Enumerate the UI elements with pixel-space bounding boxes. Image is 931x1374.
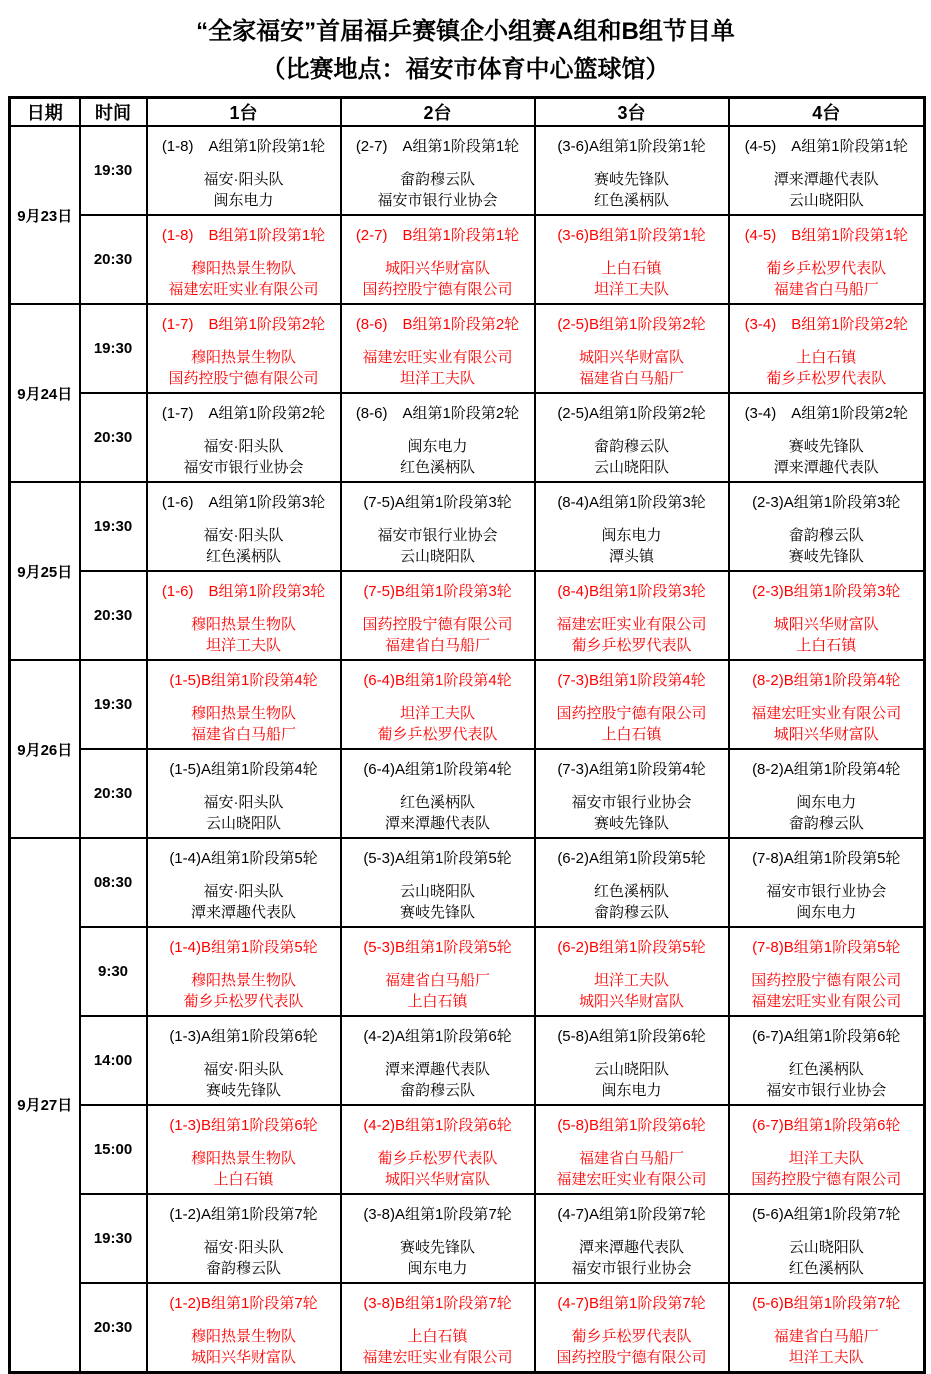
- team-name: 云山晓阳队: [788, 192, 864, 209]
- team-name: 城阳兴华财富队: [773, 616, 879, 633]
- team-name: 潭来潭趣代表队: [384, 815, 490, 832]
- time-cell: 20:30: [80, 1283, 147, 1372]
- team-name: 国药控股宁德有限公司: [556, 1349, 707, 1366]
- match-round-label: (1-3)B组第1阶段第6轮: [169, 1117, 318, 1134]
- team-name: 畲韵穆云队: [399, 1082, 475, 1099]
- match-round-label: (1-8) B组第1阶段第1轮: [161, 227, 326, 244]
- team-name: 云山晓阳队: [788, 1239, 864, 1256]
- schedule-row: [10, 393, 925, 482]
- time-cell: 20:30: [80, 215, 147, 304]
- match-cell: [535, 660, 729, 749]
- match-round-label: (7-5)B组第1阶段第3轮: [363, 583, 512, 600]
- match-round-label: (2-7) B组第1阶段第1轮: [355, 227, 520, 244]
- match-cell: [147, 749, 341, 838]
- team-name: 上白石镇: [213, 1171, 274, 1188]
- match-cell: [341, 1016, 535, 1105]
- match-cell: [147, 126, 341, 215]
- match-round-label: (7-3)B组第1阶段第4轮: [557, 672, 706, 689]
- match-round-label: (5-6)B组第1阶段第7轮: [752, 1295, 901, 1312]
- match-round-label: (7-3)A组第1阶段第4轮: [557, 761, 706, 778]
- match-round-label: (3-8)B组第1阶段第7轮: [363, 1295, 512, 1312]
- page-subtitle: （比赛地点：福安市体育中心篮球馆）: [261, 56, 670, 83]
- match-round-label: (5-8)B组第1阶段第6轮: [557, 1117, 706, 1134]
- match-cell: [147, 393, 341, 482]
- match-round-label: (6-7)B组第1阶段第6轮: [752, 1117, 901, 1134]
- schedule-row: [10, 1283, 925, 1372]
- team-name: 穆阳热景生物队: [190, 972, 296, 989]
- team-name: 穆阳热景生物队: [190, 349, 296, 366]
- match-cell: [729, 1283, 925, 1372]
- match-cell: [535, 1283, 729, 1372]
- team-name: 赛岐先锋队: [593, 815, 669, 832]
- team-name: 潭头镇: [608, 548, 654, 565]
- match-round-label: (4-2)B组第1阶段第6轮: [363, 1117, 512, 1134]
- match-cell: [341, 304, 535, 393]
- team-name: 葡乡乒松罗代表队: [183, 993, 304, 1010]
- match-cell: [147, 571, 341, 660]
- team-name: 畲韵穆云队: [593, 438, 669, 455]
- team-name: 葡乡乒松罗代表队: [766, 370, 887, 387]
- match-round-label: (7-5)A组第1阶段第3轮: [363, 494, 512, 511]
- date-cell: 9月27日: [10, 838, 80, 1372]
- date-cell: 9月23日: [10, 126, 80, 304]
- col-header-table-3: 3台: [535, 98, 729, 127]
- team-name: 福建省白马船厂: [190, 726, 296, 743]
- match-round-label: (2-3)A组第1阶段第3轮: [752, 494, 901, 511]
- team-name: 国药控股宁德有限公司: [751, 1171, 902, 1188]
- match-cell: [341, 571, 535, 660]
- team-name: 潭来潭趣代表队: [578, 1239, 684, 1256]
- match-round-label: (1-4)B组第1阶段第5轮: [169, 939, 318, 956]
- team-name: 红色溪柄队: [788, 1260, 864, 1277]
- team-name: 国药控股宁德有限公司: [362, 616, 513, 633]
- team-name: 闽东电力: [407, 438, 468, 455]
- match-round-label: (1-8) A组第1阶段第1轮: [161, 138, 326, 155]
- team-name: 红色溪柄队: [593, 192, 669, 209]
- team-name: 城阳兴华财富队: [773, 726, 879, 743]
- match-cell: [341, 660, 535, 749]
- date-cell: 9月26日: [10, 660, 80, 838]
- team-name: 上白石镇: [796, 637, 857, 654]
- match-cell: [147, 1105, 341, 1194]
- team-name: 赛岐先锋队: [788, 438, 864, 455]
- team-name: 赛岐先锋队: [788, 548, 864, 565]
- team-name: 上白石镇: [407, 1328, 468, 1345]
- match-cell: [341, 215, 535, 304]
- match-cell: [341, 927, 535, 1016]
- time-cell: 19:30: [80, 660, 147, 749]
- team-name: 畲韵穆云队: [788, 815, 864, 832]
- team-name: 福建宏旺实业有限公司: [168, 281, 319, 298]
- match-round-label: (6-2)A组第1阶段第5轮: [557, 850, 706, 867]
- match-cell: [341, 838, 535, 927]
- schedule-row: [10, 660, 925, 749]
- team-name: 穆阳热景生物队: [190, 705, 296, 722]
- team-name: 福建省白马船厂: [384, 972, 490, 989]
- match-round-label: (8-6) B组第1阶段第2轮: [355, 316, 520, 333]
- team-name: 福安·阳头队: [203, 527, 284, 544]
- time-cell: 14:00: [80, 1016, 147, 1105]
- team-name: 福安市银行业协会: [766, 883, 887, 900]
- team-name: 赛岐先锋队: [593, 171, 669, 188]
- match-cell: [341, 126, 535, 215]
- match-round-label: (1-4)A组第1阶段第5轮: [169, 850, 318, 867]
- match-cell: [535, 571, 729, 660]
- team-name: 上白石镇: [407, 993, 468, 1010]
- match-cell: [147, 1016, 341, 1105]
- date-cell: 9月25日: [10, 482, 80, 660]
- team-name: 闽东电力: [796, 904, 857, 921]
- team-name: 福建宏旺实业有限公司: [556, 1171, 707, 1188]
- team-name: 云山晓阳队: [399, 883, 475, 900]
- team-name: 坦洋工夫队: [399, 370, 475, 387]
- match-round-label: (2-5)B组第1阶段第2轮: [557, 316, 706, 333]
- team-name: 城阳兴华财富队: [384, 260, 490, 277]
- match-round-label: (1-5)B组第1阶段第4轮: [169, 672, 318, 689]
- team-name: 潭来潭趣代表队: [384, 1061, 490, 1078]
- match-cell: [535, 393, 729, 482]
- match-round-label: (8-4)A组第1阶段第3轮: [557, 494, 706, 511]
- team-name: 国药控股宁德有限公司: [168, 370, 319, 387]
- team-name: 赛岐先锋队: [205, 1082, 281, 1099]
- match-cell: [729, 1194, 925, 1283]
- team-name: 福建省白马船厂: [773, 1328, 879, 1345]
- match-round-label: (3-4) A组第1阶段第2轮: [744, 405, 908, 422]
- team-name: 坦洋工夫队: [788, 1150, 864, 1167]
- schedule-row: [10, 1194, 925, 1283]
- team-name: 上白石镇: [796, 349, 857, 366]
- schedule-row: [10, 927, 925, 1016]
- team-name: 上白石镇: [601, 260, 662, 277]
- match-cell: [535, 215, 729, 304]
- team-name: 城阳兴华财富队: [190, 1349, 296, 1366]
- team-name: 畲韵穆云队: [788, 527, 864, 544]
- team-name: 葡乡乒松罗代表队: [377, 726, 498, 743]
- match-round-label: (4-7)A组第1阶段第7轮: [557, 1206, 706, 1223]
- team-name: 坦洋工夫队: [205, 637, 281, 654]
- match-round-label: (1-6) B组第1阶段第3轮: [161, 583, 326, 600]
- match-round-label: (1-2)A组第1阶段第7轮: [169, 1206, 318, 1223]
- team-name: 福安·阳头队: [203, 438, 284, 455]
- match-round-label: (3-6)A组第1阶段第1轮: [557, 138, 706, 155]
- col-header-table-2: 2台: [341, 98, 535, 127]
- match-round-label: (6-7)A组第1阶段第6轮: [752, 1028, 901, 1045]
- team-name: 云山晓阳队: [399, 548, 475, 565]
- match-round-label: (6-4)B组第1阶段第4轮: [363, 672, 512, 689]
- match-cell: [147, 927, 341, 1016]
- team-name: 福建宏旺实业有限公司: [556, 616, 707, 633]
- schedule-row: [10, 571, 925, 660]
- schedule-table: [8, 96, 926, 1374]
- match-round-label: (8-4)B组第1阶段第3轮: [557, 583, 706, 600]
- time-cell: 20:30: [80, 749, 147, 838]
- team-name: 上白石镇: [601, 726, 662, 743]
- match-cell: [729, 126, 925, 215]
- team-name: 福建宏旺实业有限公司: [362, 349, 513, 366]
- match-cell: [535, 1105, 729, 1194]
- team-name: 福安市银行业协会: [571, 794, 692, 811]
- match-cell: [729, 215, 925, 304]
- match-cell: [535, 126, 729, 215]
- team-name: 城阳兴华财富队: [578, 993, 684, 1010]
- match-round-label: (8-2)B组第1阶段第4轮: [752, 672, 901, 689]
- team-name: 福安·阳头队: [203, 1061, 284, 1078]
- team-name: 葡乡乒松罗代表队: [571, 1328, 692, 1345]
- match-round-label: (1-6) A组第1阶段第3轮: [161, 494, 326, 511]
- time-cell: 9:30: [80, 927, 147, 1016]
- match-cell: [729, 304, 925, 393]
- match-round-label: (1-7) B组第1阶段第2轮: [161, 316, 326, 333]
- team-name: 坦洋工夫队: [593, 281, 669, 298]
- team-name: 赛岐先锋队: [399, 904, 475, 921]
- team-name: 潭来潭趣代表队: [773, 171, 879, 188]
- match-cell: [341, 1283, 535, 1372]
- schedule-row: [10, 304, 925, 393]
- team-name: 福安市银行业协会: [183, 459, 304, 476]
- time-cell: 19:30: [80, 126, 147, 215]
- match-round-label: (4-5) A组第1阶段第1轮: [744, 138, 908, 155]
- team-name: 福建宏旺实业有限公司: [362, 1349, 513, 1366]
- match-round-label: (3-6)B组第1阶段第1轮: [557, 227, 706, 244]
- match-cell: [341, 482, 535, 571]
- team-name: 红色溪柄队: [593, 883, 669, 900]
- team-name: 葡乡乒松罗代表队: [377, 1150, 498, 1167]
- time-cell: 20:30: [80, 571, 147, 660]
- match-round-label: (6-2)B组第1阶段第5轮: [557, 939, 706, 956]
- team-name: 福建宏旺实业有限公司: [751, 705, 902, 722]
- team-name: 福建省白马船厂: [384, 637, 490, 654]
- team-name: 国药控股宁德有限公司: [751, 972, 902, 989]
- match-cell: [535, 1016, 729, 1105]
- time-cell: 19:30: [80, 304, 147, 393]
- schedule-row: [10, 215, 925, 304]
- match-cell: [147, 482, 341, 571]
- match-round-label: (2-5)A组第1阶段第2轮: [557, 405, 706, 422]
- schedule-row: [10, 482, 925, 571]
- team-name: 畲韵穆云队: [205, 1260, 281, 1277]
- col-header-table-1: 1台: [147, 98, 341, 127]
- match-round-label: (2-3)B组第1阶段第3轮: [752, 583, 901, 600]
- match-round-label: (5-8)A组第1阶段第6轮: [557, 1028, 706, 1045]
- team-name: 坦洋工夫队: [788, 1349, 864, 1366]
- match-round-label: (4-7)B组第1阶段第7轮: [557, 1295, 706, 1312]
- team-name: 福安·阳头队: [203, 883, 284, 900]
- team-name: 福建省白马船厂: [578, 1150, 684, 1167]
- col-header-table-4: 4台: [729, 98, 925, 127]
- match-cell: [147, 838, 341, 927]
- team-name: 穆阳热景生物队: [190, 616, 296, 633]
- page-title: “全家福安”首届福乒赛镇企小组赛A组和B组节目单: [196, 18, 735, 45]
- match-cell: [147, 215, 341, 304]
- match-round-label: (8-6) A组第1阶段第2轮: [355, 405, 520, 422]
- match-cell: [729, 927, 925, 1016]
- team-name: 云山晓阳队: [593, 1061, 669, 1078]
- team-name: 福安市银行业协会: [571, 1260, 692, 1277]
- team-name: 云山晓阳队: [205, 815, 281, 832]
- team-name: 国药控股宁德有限公司: [556, 705, 707, 722]
- col-header-time: 时间: [80, 98, 147, 127]
- match-round-label: (2-7) A组第1阶段第1轮: [355, 138, 520, 155]
- match-cell: [535, 749, 729, 838]
- team-name: 闽东电力: [601, 527, 662, 544]
- match-cell: [729, 660, 925, 749]
- match-cell: [147, 304, 341, 393]
- match-cell: [729, 838, 925, 927]
- match-cell: [729, 571, 925, 660]
- match-cell: [535, 1194, 729, 1283]
- team-name: 坦洋工夫队: [593, 972, 669, 989]
- team-name: 福安·阳头队: [203, 794, 284, 811]
- team-name: 闽东电力: [601, 1082, 662, 1099]
- match-round-label: (7-8)A组第1阶段第5轮: [752, 850, 901, 867]
- match-round-label: (3-4) B组第1阶段第2轮: [744, 316, 908, 333]
- match-cell: [535, 482, 729, 571]
- match-cell: [147, 1283, 341, 1372]
- match-cell: [729, 749, 925, 838]
- team-name: 穆阳热景生物队: [190, 260, 296, 277]
- time-cell: 08:30: [80, 838, 147, 927]
- team-name: 畲韵穆云队: [399, 171, 475, 188]
- team-name: 红色溪柄队: [399, 459, 475, 476]
- match-round-label: (5-6)A组第1阶段第7轮: [752, 1206, 901, 1223]
- match-round-label: (6-4)A组第1阶段第4轮: [363, 761, 512, 778]
- team-name: 红色溪柄队: [399, 794, 475, 811]
- team-name: 坦洋工夫队: [399, 705, 475, 722]
- match-cell: [535, 838, 729, 927]
- match-round-label: (8-2)A组第1阶段第4轮: [752, 761, 901, 778]
- match-round-label: (3-8)A组第1阶段第7轮: [363, 1206, 512, 1223]
- match-cell: [341, 1194, 535, 1283]
- time-cell: 20:30: [80, 393, 147, 482]
- team-name: 穆阳热景生物队: [190, 1328, 296, 1345]
- team-name: 国药控股宁德有限公司: [362, 281, 513, 298]
- team-name: 云山晓阳队: [593, 459, 669, 476]
- team-name: 福安市银行业协会: [377, 527, 498, 544]
- match-cell: [341, 749, 535, 838]
- team-name: 福建宏旺实业有限公司: [751, 993, 902, 1010]
- team-name: 福建省白马船厂: [773, 281, 879, 298]
- date-cell: 9月24日: [10, 304, 80, 482]
- time-cell: 19:30: [80, 482, 147, 571]
- team-name: 红色溪柄队: [205, 548, 281, 565]
- time-cell: 19:30: [80, 1194, 147, 1283]
- time-cell: 15:00: [80, 1105, 147, 1194]
- team-name: 潭来潭趣代表队: [773, 459, 879, 476]
- match-cell: [729, 482, 925, 571]
- schedule-row: [10, 749, 925, 838]
- team-name: 福安市银行业协会: [766, 1082, 887, 1099]
- team-name: 福建省白马船厂: [578, 370, 684, 387]
- match-cell: [341, 1105, 535, 1194]
- team-name: 红色溪柄队: [788, 1061, 864, 1078]
- match-cell: [535, 304, 729, 393]
- match-round-label: (7-8)B组第1阶段第5轮: [752, 939, 901, 956]
- match-cell: [341, 393, 535, 482]
- team-name: 葡乡乒松罗代表队: [766, 260, 887, 277]
- team-name: 城阳兴华财富队: [578, 349, 684, 366]
- match-cell: [147, 660, 341, 749]
- match-round-label: (1-7) A组第1阶段第2轮: [161, 405, 326, 422]
- column-header-row: [10, 98, 925, 127]
- match-round-label: (1-3)A组第1阶段第6轮: [169, 1028, 318, 1045]
- team-name: 福安·阳头队: [203, 171, 284, 188]
- match-cell: [729, 1105, 925, 1194]
- match-round-label: (4-5) B组第1阶段第1轮: [744, 227, 908, 244]
- team-name: 畲韵穆云队: [593, 904, 669, 921]
- match-round-label: (5-3)A组第1阶段第5轮: [363, 850, 512, 867]
- match-cell: [535, 927, 729, 1016]
- schedule-row: [10, 838, 925, 927]
- team-name: 闽东电力: [407, 1260, 468, 1277]
- match-round-label: (1-2)B组第1阶段第7轮: [169, 1295, 318, 1312]
- match-round-label: (4-2)A组第1阶段第6轮: [363, 1028, 512, 1045]
- schedule-row: [10, 1016, 925, 1105]
- match-cell: [729, 1016, 925, 1105]
- match-cell: [729, 393, 925, 482]
- col-header-date: 日期: [10, 98, 80, 127]
- team-name: 福安·阳头队: [203, 1239, 284, 1256]
- team-name: 潭来潭趣代表队: [190, 904, 296, 921]
- team-name: 闽东电力: [796, 794, 857, 811]
- match-round-label: (5-3)B组第1阶段第5轮: [363, 939, 512, 956]
- team-name: 葡乡乒松罗代表队: [571, 637, 692, 654]
- match-round-label: (1-5)A组第1阶段第4轮: [169, 761, 318, 778]
- schedule-row: [10, 126, 925, 215]
- team-name: 闽东电力: [213, 192, 274, 209]
- team-name: 赛岐先锋队: [399, 1239, 475, 1256]
- match-cell: [147, 1194, 341, 1283]
- team-name: 福安市银行业协会: [377, 192, 498, 209]
- team-name: 穆阳热景生物队: [190, 1150, 296, 1167]
- schedule-row: [10, 1105, 925, 1194]
- team-name: 城阳兴华财富队: [384, 1171, 490, 1188]
